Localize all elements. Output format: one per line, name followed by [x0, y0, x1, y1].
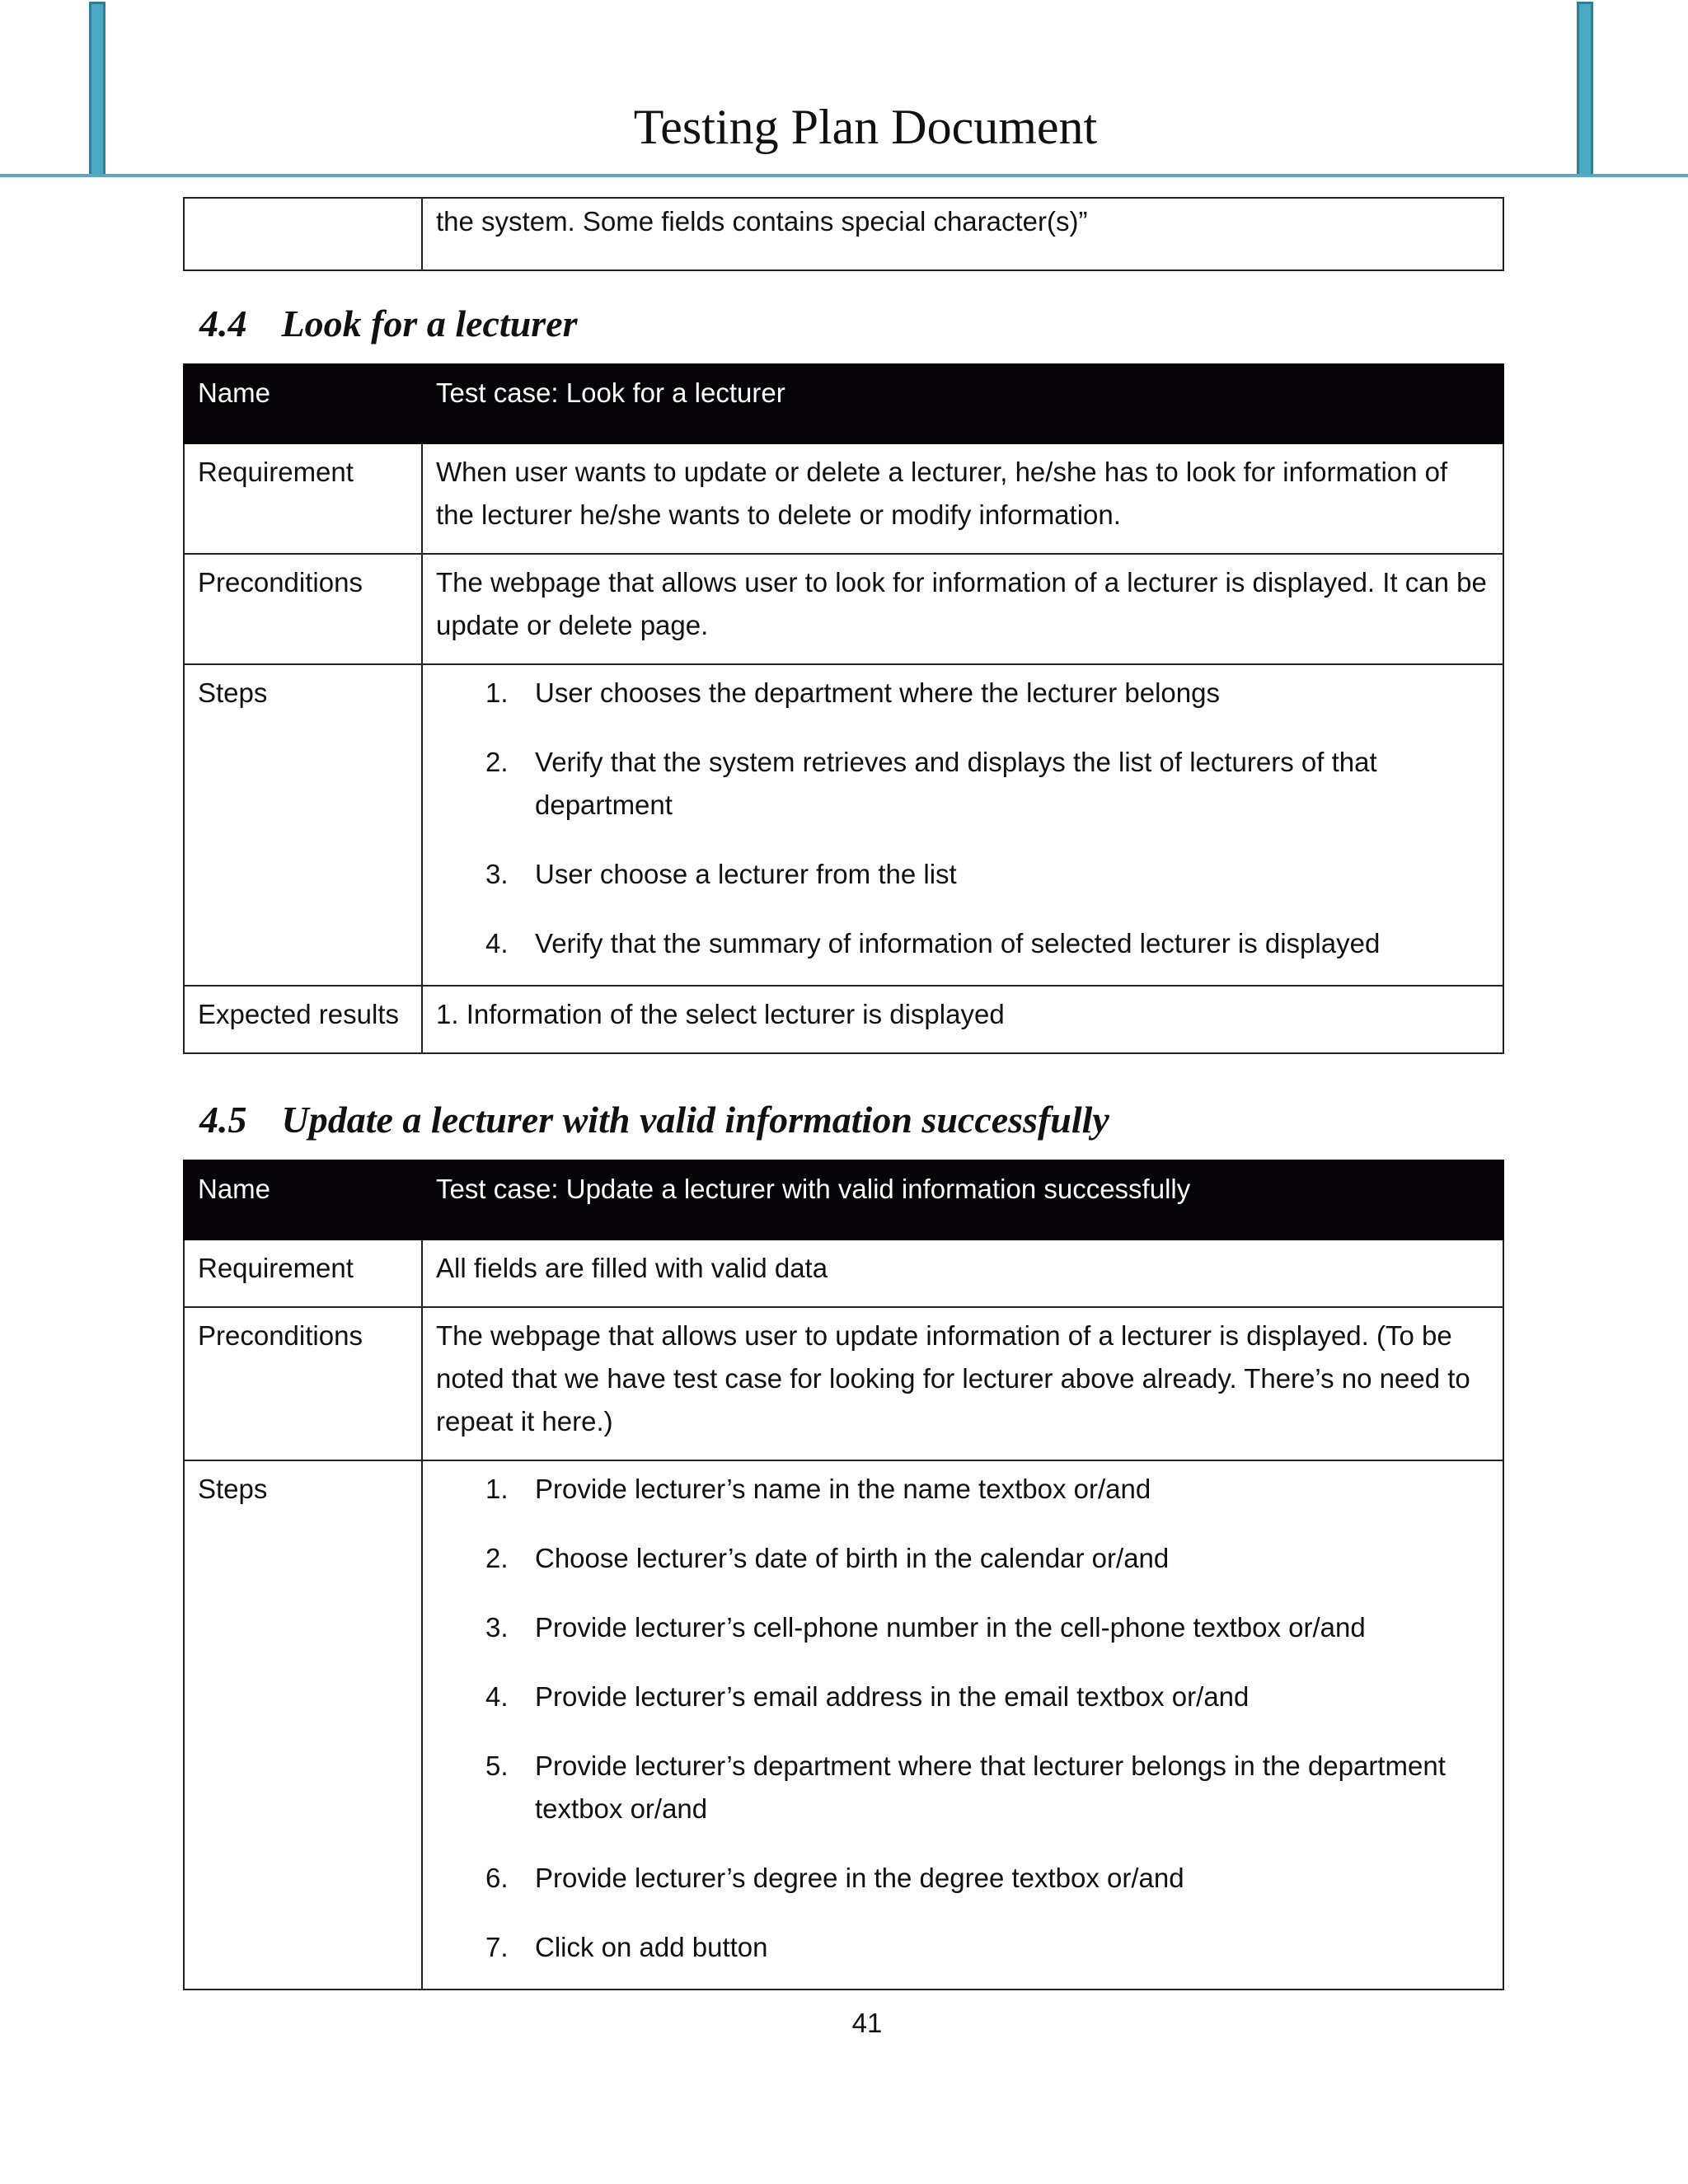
preconditions-value: The webpage that allows user to update information of a lecturer is displayed. (To be noted that we have test case for looking for lecturer above already. There’s no need to repeat it here.) — [422, 1307, 1503, 1460]
requirement-value: When user wants to update or delete a lecturer, he/she has to look for information of the lecturer he/she wants to delete or modify information. — [422, 443, 1503, 554]
table-row — [184, 1240, 1503, 1307]
name-label: Name — [184, 364, 422, 443]
expected-results-value: 1. Information of the select lecturer is displayed — [422, 986, 1503, 1053]
table-row — [184, 1460, 1503, 1990]
table-header-row — [184, 364, 1503, 443]
step-item — [436, 741, 1489, 827]
continuation-label-cell — [184, 198, 422, 270]
step-item — [436, 1606, 1489, 1649]
step-number: 7. — [485, 1932, 509, 1962]
step-number: 3. — [485, 859, 509, 889]
steps-label: Steps — [184, 1460, 422, 1990]
step-item — [436, 1926, 1489, 1969]
page-header-title: Testing Plan Document — [633, 100, 1098, 154]
header-divider — [0, 174, 1688, 177]
step-number: 5. — [485, 1750, 509, 1781]
step-number: 2. — [485, 1543, 509, 1573]
expected-results-label: Expected results — [184, 986, 422, 1053]
step-text: Provide lecturer’s email address in the email textbox or/and — [535, 1681, 1250, 1712]
requirement-value: All fields are filled with valid data — [422, 1240, 1503, 1307]
preconditions-label: Preconditions — [184, 1307, 422, 1460]
name-value: Test case: Update a lecturer with valid information successfully — [422, 1160, 1503, 1240]
table-row — [184, 1307, 1503, 1460]
step-text: Provide lecturer’s name in the name textbox or/and — [535, 1474, 1151, 1504]
section-heading-4-4 — [199, 302, 578, 345]
step-number: 4. — [485, 1681, 509, 1712]
step-item — [436, 1857, 1489, 1900]
name-value: Test case: Look for a lecturer — [422, 364, 1503, 443]
step-item — [436, 1468, 1489, 1511]
preconditions-value: The webpage that allows user to look for information of a lecturer is displayed. It can be update or delete page. — [422, 554, 1503, 664]
table-row — [184, 664, 1503, 986]
step-text: Verify that the summary of information of selected lecturer is displayed — [535, 928, 1381, 958]
steps-cell — [422, 1460, 1503, 1990]
requirement-label: Requirement — [184, 443, 422, 554]
step-text: User choose a lecturer from the list — [535, 859, 957, 889]
step-number: 3. — [485, 1612, 509, 1643]
test-case-table-4-5 — [183, 1160, 1504, 1990]
requirement-label: Requirement — [184, 1240, 422, 1307]
step-text: Choose lecturer’s date of birth in the calendar or/and — [535, 1543, 1170, 1573]
section-number: 4.5 — [199, 1099, 247, 1141]
step-number: 1. — [485, 1474, 509, 1504]
step-item — [436, 672, 1489, 715]
step-item — [436, 1745, 1489, 1830]
section-number: 4.4 — [199, 302, 247, 344]
step-number: 4. — [485, 928, 509, 958]
step-number: 6. — [485, 1863, 509, 1893]
step-number: 1. — [485, 677, 509, 708]
step-text: Verify that the system retrieves and displays the list of lecturers of that department — [535, 747, 1377, 820]
steps-list — [436, 672, 1489, 965]
continuation-text: the system. Some fields contains special character(s)” — [422, 198, 1503, 270]
section-title: Update a lecturer with valid information successfully — [281, 1099, 1109, 1141]
step-item — [436, 853, 1489, 896]
section-heading-4-5 — [199, 1098, 1109, 1141]
steps-label: Steps — [184, 664, 422, 986]
step-item — [436, 1537, 1489, 1580]
step-item — [436, 1675, 1489, 1718]
table-row — [184, 554, 1503, 664]
steps-list — [436, 1468, 1489, 1969]
section-title: Look for a lecturer — [281, 302, 578, 344]
step-text: Provide lecturer’s department where that lecturer belongs in the department textbox or/and — [535, 1750, 1446, 1824]
page-number: 41 — [851, 2008, 883, 2038]
table-row — [184, 986, 1503, 1053]
name-label: Name — [184, 1160, 422, 1240]
table-row — [184, 443, 1503, 554]
step-item — [436, 922, 1489, 965]
preconditions-label: Preconditions — [184, 554, 422, 664]
steps-cell — [422, 664, 1503, 986]
table-header-row — [184, 1160, 1503, 1240]
test-case-table-4-4 — [183, 363, 1504, 1054]
step-text: Click on add button — [535, 1932, 768, 1962]
step-text: Provide lecturer’s degree in the degree textbox or/and — [535, 1863, 1184, 1893]
step-number: 2. — [485, 747, 509, 777]
step-text: Provide lecturer’s cell-phone number in the cell-phone textbox or/and — [535, 1612, 1366, 1643]
continuation-table — [183, 197, 1504, 271]
step-text: User chooses the department where the lecturer belongs — [535, 677, 1220, 708]
